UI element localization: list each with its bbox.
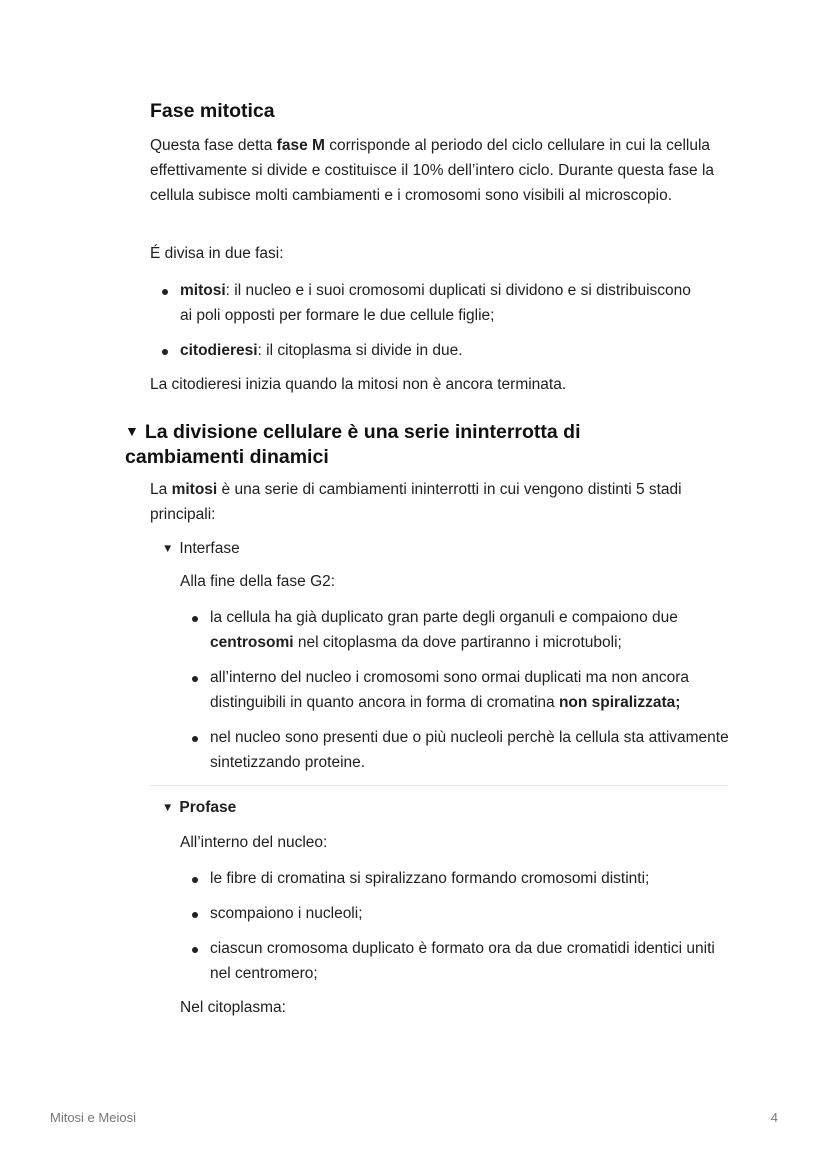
list-item: all’interno del nucleo i cromosomi sono ormai duplicati ma non ancora distinguibili in quanto ancora in forma di cromatina non spiralizzata; xyxy=(210,665,735,715)
divider xyxy=(150,785,728,786)
interfase-lead: Alla fine della fase G2: xyxy=(180,573,336,590)
mitosi-paragraph: La mitosi è una serie di cambiamenti ininterrotti in cui vengono distinti 5 stadi principali: xyxy=(150,481,682,523)
list-item: la cellula ha già duplicato gran parte degli organuli e compaiono due centrosomi nel citoplasma da dove partiranno i microtuboli; xyxy=(210,605,735,655)
footer-doc-title: Mitosi e Meiosi xyxy=(50,1110,136,1125)
toggle-triangle-icon[interactable]: ▼ xyxy=(162,802,174,814)
bullet-icon xyxy=(162,349,168,355)
bullet-icon xyxy=(192,676,198,682)
bullet-icon xyxy=(162,289,168,295)
toggle-interfase[interactable]: ▼ Interfase xyxy=(162,536,240,562)
phases-list xyxy=(180,278,700,363)
section-heading: Fase mitotica xyxy=(150,100,275,122)
footer-page-number: 4 xyxy=(770,1110,778,1125)
toggle-heading[interactable]: ▼ La divisione cellulare è una serie ininterrotta di cambiamenti dinamici xyxy=(125,421,581,468)
list-item: le fibre di cromatina si spiralizzano formando cromosomi distinti; xyxy=(210,866,735,891)
bullet-icon xyxy=(192,736,198,742)
toggle-triangle-icon[interactable]: ▼ xyxy=(162,543,174,555)
divided-paragraph: É divisa in due fasi: xyxy=(150,245,284,262)
interfase-list xyxy=(210,605,735,775)
list-item: ciascun cromosoma duplicato è formato ora da due cromatidi identici uniti nel centromero; xyxy=(210,936,735,986)
list-item: citodieresi: il citoplasma si divide in due. xyxy=(180,338,700,363)
toggle-triangle-icon[interactable]: ▼ xyxy=(125,423,139,439)
list-item: mitosi: il nucleo e i suoi cromosomi duplicati si dividono e si distribuiscono ai poli opposti per formare le due cellule figlie; xyxy=(180,278,700,328)
citodieresi-paragraph: La citodieresi inizia quando la mitosi non è ancora terminata. xyxy=(150,376,567,393)
list-item: scompaiono i nucleoli; xyxy=(210,901,735,926)
bullet-icon xyxy=(192,616,198,622)
profase-lead: All’interno del nucleo: xyxy=(180,834,328,851)
citoplasma-lead: Nel citoplasma: xyxy=(180,999,286,1016)
bullet-icon xyxy=(192,947,198,953)
bullet-icon xyxy=(192,912,198,918)
list-item: nel nucleo sono presenti due o più nucleoli perchè la cellula sta attivamente sintetizzando proteine. xyxy=(210,725,735,775)
bullet-icon xyxy=(192,877,198,883)
fase-m-paragraph: Questa fase detta fase M corrisponde al periodo del ciclo cellulare in cui la cellula effettivamente si divide e costituisce il 10% dell’intero ciclo. Durante questa fase la cellula subisce molti cambiamenti e i cromosomi sono visibili al microscopio. xyxy=(150,137,715,204)
toggle-profase[interactable]: ▼ Profase xyxy=(162,795,236,821)
profase-list xyxy=(210,866,735,986)
